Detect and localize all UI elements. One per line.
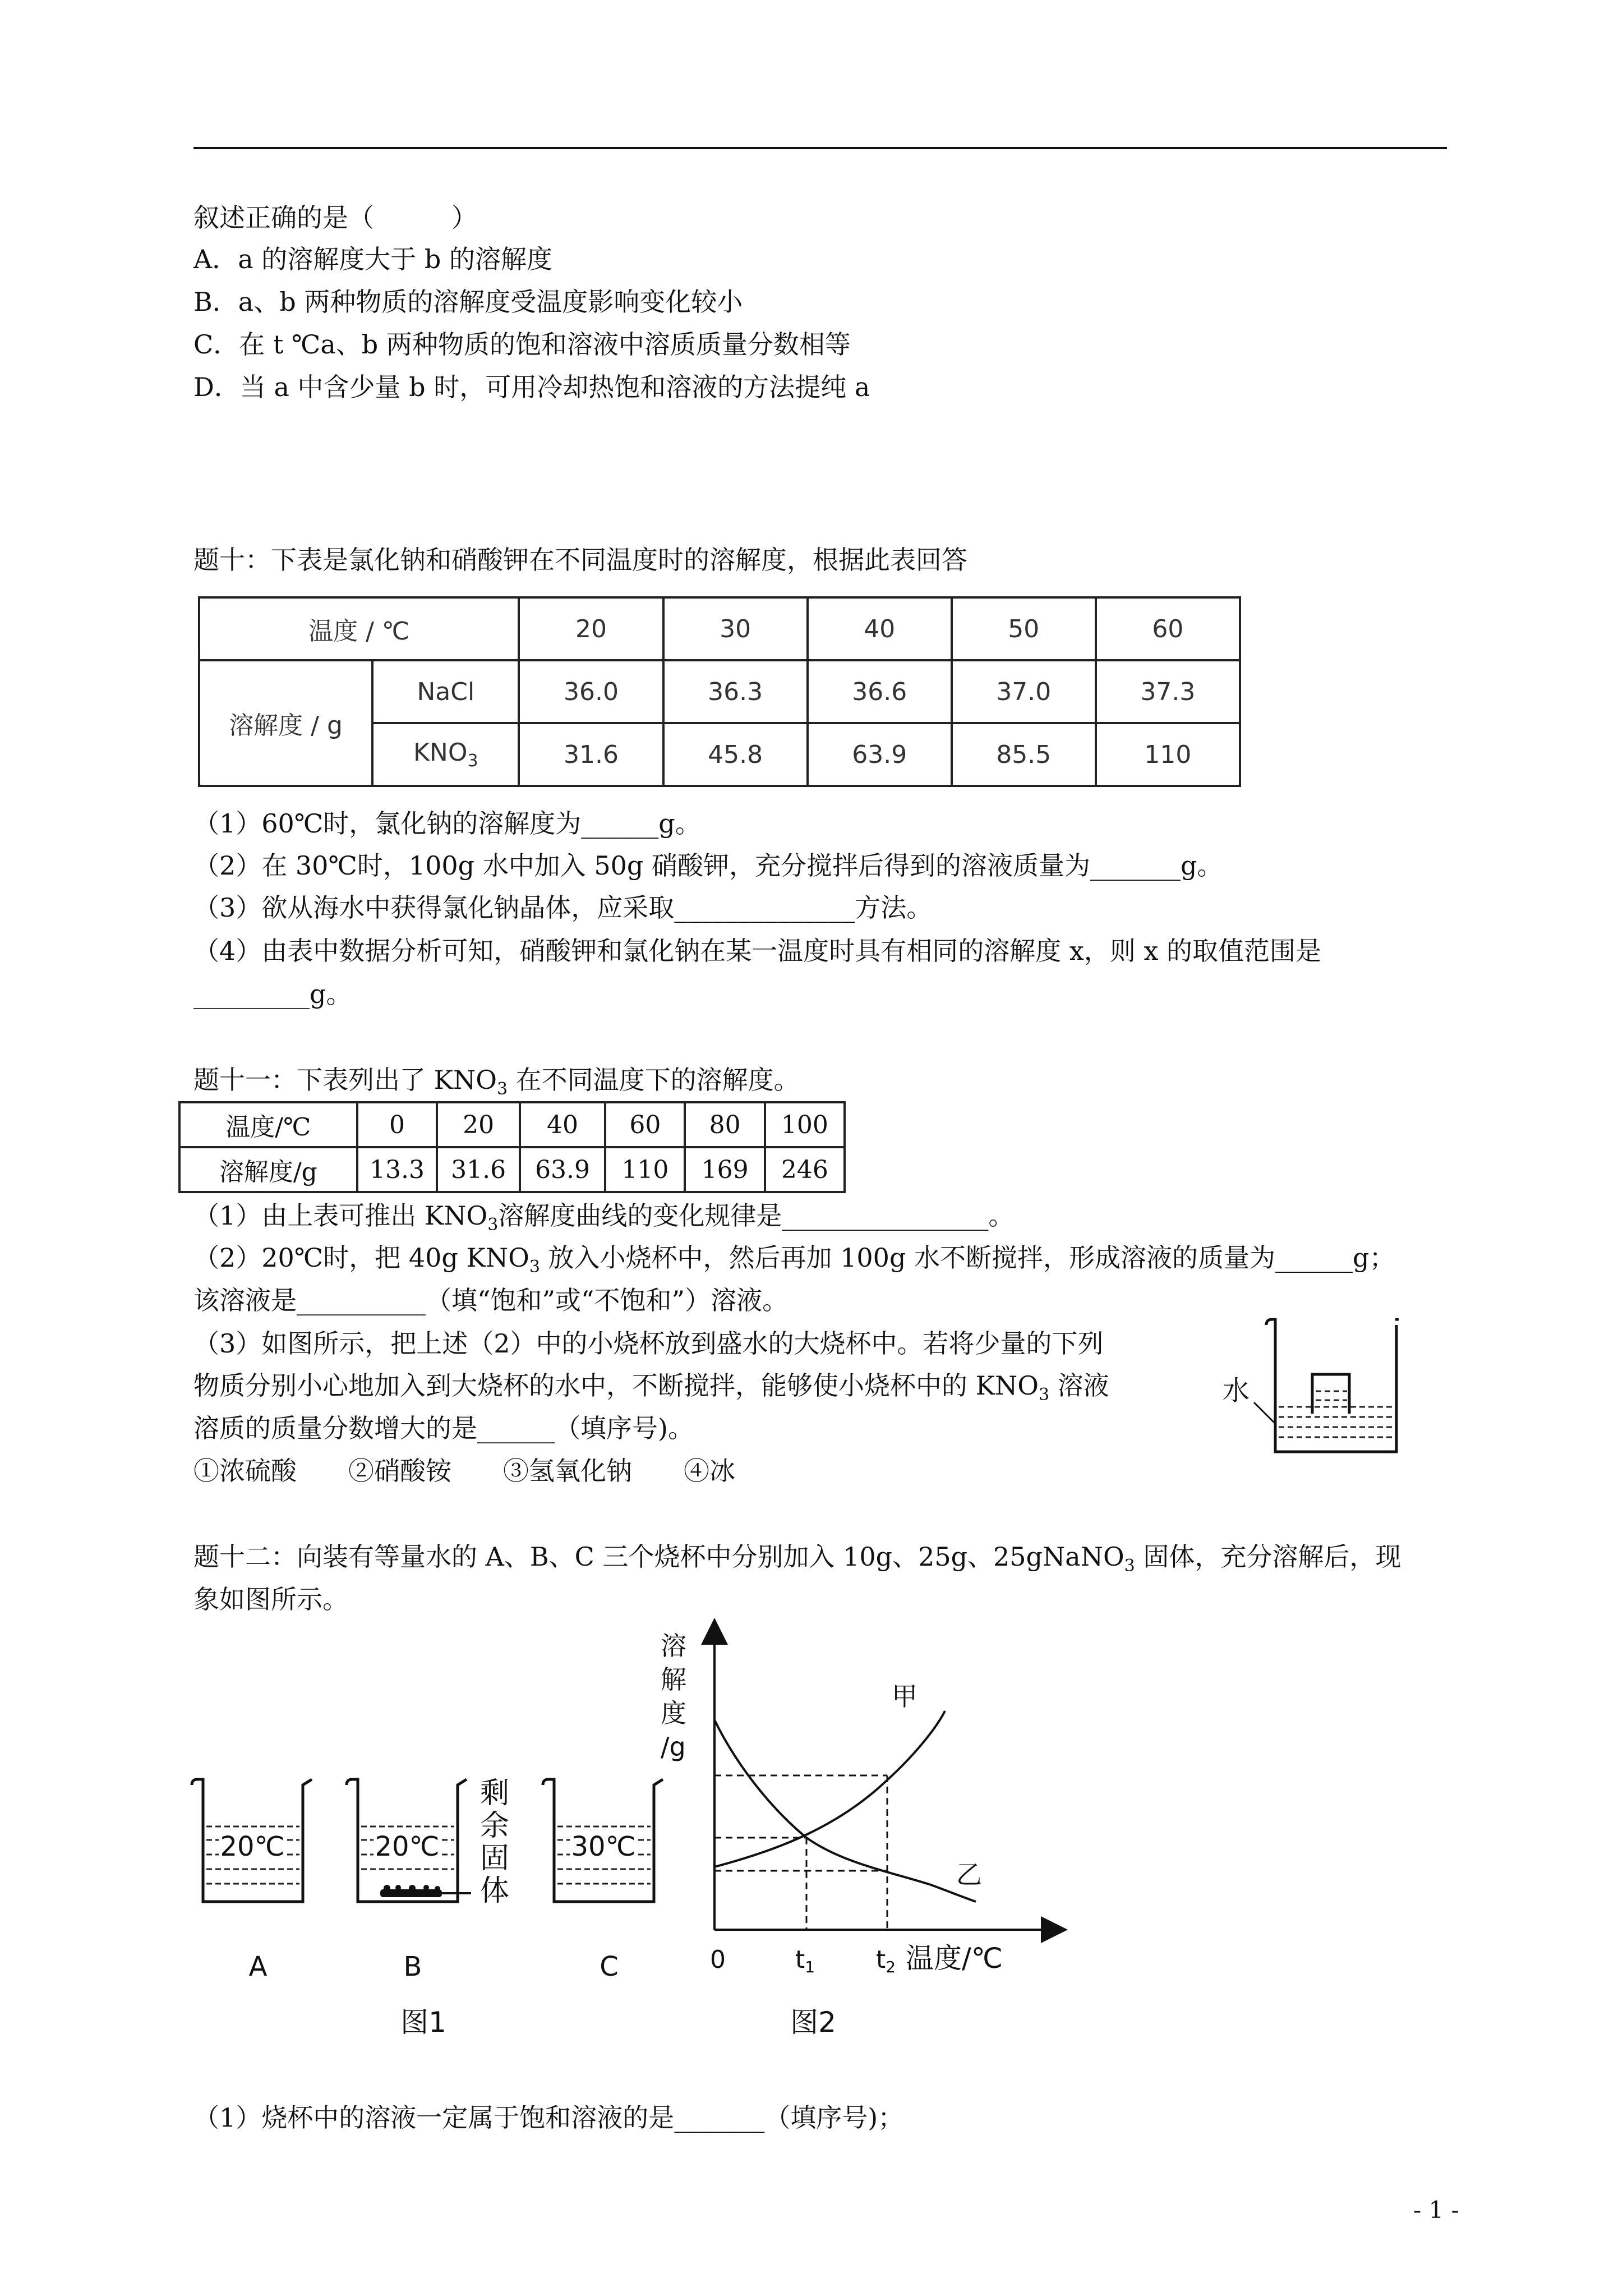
q10-value-cell: 36.3 xyxy=(663,660,808,723)
q9-option-d: D．当 a 中含少量 b 时，可用冷却热饱和溶液的方法提纯 a xyxy=(193,372,870,402)
q11-title: 题十一：下表列出了 $KNO_3$ 在不同温度下的溶解度。 xyxy=(193,1065,800,1099)
q10-value-cell: 45.8 xyxy=(663,723,808,786)
curve-a-label: 甲 xyxy=(892,1681,917,1711)
residue-label-char: 余 xyxy=(480,1809,510,1843)
figure-2-caption: 图2 xyxy=(790,2006,836,2039)
q10-value-cell: 110 xyxy=(1096,723,1240,786)
q10-value-cell: 36.6 xyxy=(808,660,952,723)
q11-question-3-line1: （3）如图所示，把上述（2）中的小烧杯放到盛水的大烧杯中。若将少量的下列 xyxy=(193,1328,1104,1359)
beaker-a-temp: 20℃ xyxy=(220,1831,285,1862)
y-label-char: 溶 xyxy=(661,1631,686,1661)
q9-option-b: B．a、b 两种物质的溶解度受温度影响变化较小 xyxy=(193,287,743,317)
q10-row-name-kno3: $KNO_3$ xyxy=(372,723,519,786)
q10-question-1: （1）60℃时，氯化钠的溶解度为______g。 xyxy=(193,808,701,839)
water-label: 水 xyxy=(1223,1375,1250,1406)
residue-solid xyxy=(380,1885,442,1897)
q11-value-cell: 246 xyxy=(765,1147,845,1192)
beaker-a-label: A xyxy=(248,1951,268,1982)
x-axis-label: 温度/℃ xyxy=(906,1942,1003,1975)
curve-b xyxy=(714,1720,976,1902)
q11-question-2: （2）20℃时，把 40g $KNO_3$ 放入小烧杯中，然后再加 100g 水不断搅拌，形成溶液的质量为______g； xyxy=(193,1243,1395,1277)
y-label-char: 解 xyxy=(661,1664,686,1695)
q10-temp-cell: 20 xyxy=(519,597,663,660)
q11-temp-cell: 0 xyxy=(357,1102,437,1147)
q12-question-1: （1）烧杯中的溶液一定属于饱和溶液的是_______（填序号)； xyxy=(193,2102,904,2133)
q9-option-a: A．a 的溶解度大于 b 的溶解度 xyxy=(193,244,552,274)
q10-temp-cell: 30 xyxy=(663,597,808,660)
beaker-b-label: B xyxy=(403,1951,422,1982)
q10-solubility-label: 溶解度 / g xyxy=(199,660,372,786)
curve-a xyxy=(714,1711,945,1867)
q10-solubility-table xyxy=(198,596,1241,787)
q11-sol-label: 溶解度/g xyxy=(179,1147,357,1192)
beaker-c-label: C xyxy=(600,1951,619,1982)
header-rule xyxy=(193,147,1447,149)
q10-question-4-answer: _________g。 xyxy=(193,979,352,1009)
q10-row-name-nacl: NaCl xyxy=(372,660,519,723)
q11-temp-cell: 80 xyxy=(685,1102,764,1147)
y-label-char: /g xyxy=(661,1732,686,1762)
y-label-char: 度 xyxy=(661,1698,686,1728)
q10-temp-header: 温度 / ℃ xyxy=(199,597,519,660)
q11-solubility-table xyxy=(178,1101,846,1193)
q11-temp-label: 温度/℃ xyxy=(179,1102,357,1147)
beaker-b-temp: 20℃ xyxy=(375,1831,440,1862)
figure-1-caption: 图1 xyxy=(400,2006,446,2039)
beaker-c-temp: 30℃ xyxy=(571,1831,636,1862)
q10-temp-cell: 60 xyxy=(1096,597,1240,660)
q10-question-3: （3）欲从海水中获得氯化钠晶体，应采取______________方法。 xyxy=(193,892,933,923)
q12-line2: 象如图所示。 xyxy=(193,1584,348,1614)
residue-label-char: 剩 xyxy=(480,1777,510,1810)
q10-value-cell: 85.5 xyxy=(952,723,1096,786)
q11-value-cell: 169 xyxy=(685,1147,764,1192)
t2-label: t2 xyxy=(876,1945,896,1976)
q10-question-2: （2）在 30℃时，100g 水中加入 50g 硝酸钾，充分搅拌后得到的溶液质量为_______g。 xyxy=(193,850,1223,881)
q10-value-cell: 37.3 xyxy=(1096,660,1240,723)
q10-value-cell: 37.0 xyxy=(952,660,1096,723)
q10-temp-cell: 40 xyxy=(808,597,952,660)
curve-b-label: 乙 xyxy=(956,1860,982,1890)
q11-value-cell: 31.6 xyxy=(437,1147,520,1192)
q10-value-cell: 63.9 xyxy=(808,723,952,786)
page-number: - 1 - xyxy=(1413,2196,1459,2224)
q9-stem: 叙述正确的是（ ） xyxy=(193,203,477,233)
q10-value-cell: 36.0 xyxy=(519,660,663,723)
q10-value-cell: 31.6 xyxy=(519,723,663,786)
origin-label: 0 xyxy=(710,1945,726,1974)
q12-line1: 题十二：向装有等量水的 A、B、C 三个烧杯中分别加入 10g、25g、25gNaNO$_3$ 固体，充分溶解后，现 xyxy=(193,1542,1401,1576)
residue-label-char: 固 xyxy=(480,1842,510,1875)
q11-temp-cell: 20 xyxy=(437,1102,520,1147)
q11-temp-cell: 60 xyxy=(605,1102,685,1147)
q11-question-3-line2: 物质分别小心地加入到大烧杯的水中，不断搅拌，能够使小烧杯中的 $KNO_3$ 溶液 xyxy=(193,1370,1109,1405)
q11-temp-cell: 100 xyxy=(765,1102,845,1147)
q11-question-2-line2: 该溶液是__________（填“饱和”或“不饱和”）溶液。 xyxy=(193,1285,789,1315)
q11-temp-cell: 40 xyxy=(520,1102,605,1147)
q11-value-cell: 110 xyxy=(605,1147,685,1192)
q11-question-3-options: ①浓硫酸 ②硝酸铵 ③氢氧化钠 ④冰 xyxy=(193,1456,735,1486)
residue-label-char: 体 xyxy=(480,1874,510,1908)
q11-question-1: （1）由上表可推出 $KNO_3$溶解度曲线的变化规律是________________。 xyxy=(193,1200,1015,1235)
figure-1-beakers xyxy=(185,1773,679,2042)
t1-label: t1 xyxy=(795,1945,815,1976)
q10-temp-cell: 50 xyxy=(952,597,1096,660)
q10-title: 题十：下表是氯化钠和硝酸钾在不同温度时的溶解度，根据此表回答 xyxy=(193,545,967,575)
q11-value-cell: 63.9 xyxy=(520,1147,605,1192)
q9-option-c: C．在 t ℃a、b 两种物质的饱和溶液中溶质质量分数相等 xyxy=(193,329,851,360)
q11-value-cell: 13.3 xyxy=(357,1147,437,1192)
q11-question-3-line3: 溶质的质量分数增大的是______（填序号)。 xyxy=(193,1413,694,1443)
figure-2-solubility-chart xyxy=(651,1616,1077,2042)
nested-beaker-figure xyxy=(1217,1318,1419,1464)
q10-question-4: （4）由表中数据分析可知，硝酸钾和氯化钠在某一温度时具有相同的溶解度 x，则 x 的取值范围是 xyxy=(193,936,1322,966)
